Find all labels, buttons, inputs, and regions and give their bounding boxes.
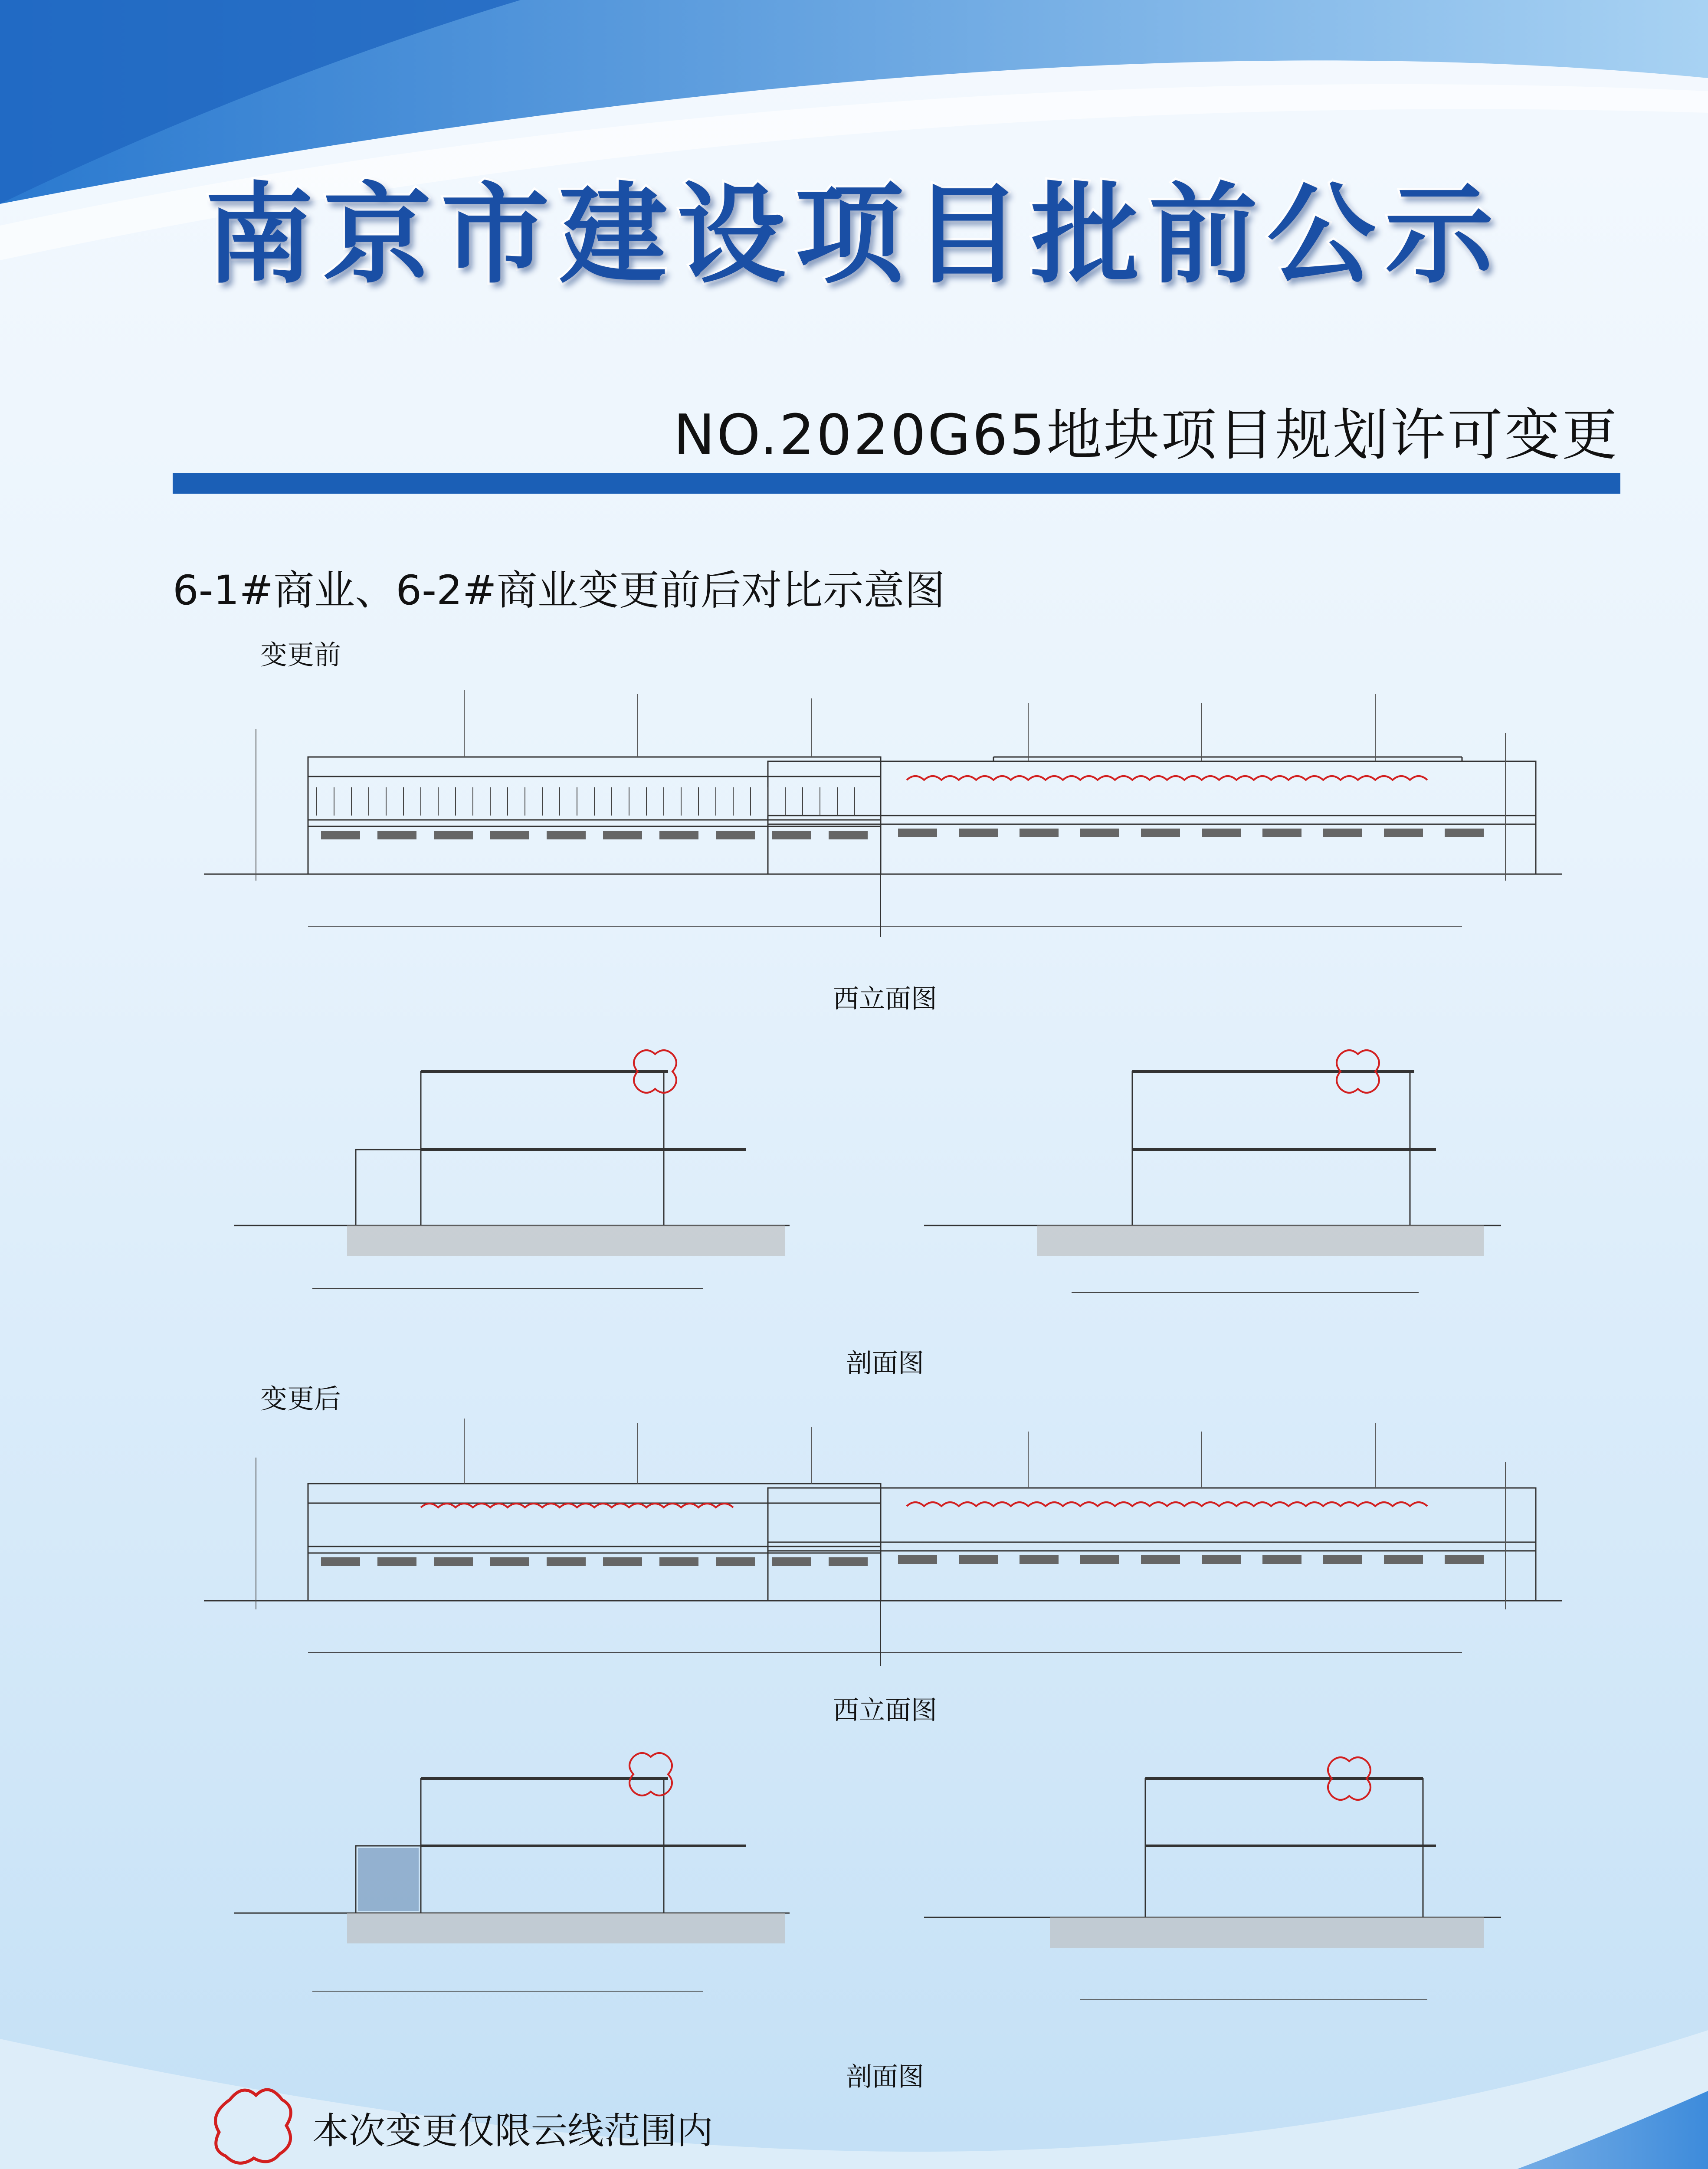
after-section-caption: 剖面图 [846, 2062, 924, 2092]
revision-cloud-icon [213, 2082, 299, 2165]
section-title: 6-1#商业、6-2#商业变更前后对比示意图 [173, 567, 945, 614]
after-elevation-caption: 西立面图 [833, 1695, 937, 1726]
legend-text: 本次变更仅限云线范围内 [312, 2110, 714, 2152]
before-west-elevation-drawing [204, 677, 1562, 959]
title-divider-bar [173, 473, 1620, 494]
legend-note [310, 2166, 475, 2169]
before-section-caption: 剖面图 [846, 1348, 924, 1379]
before-section-drawing-right [924, 1028, 1501, 1306]
after-label: 变更后 [260, 1383, 341, 1415]
after-section-drawing-right [924, 1731, 1501, 2026]
before-elevation-caption: 西立面图 [833, 984, 937, 1014]
before-section-drawing-left [234, 1028, 790, 1306]
after-west-elevation-drawing [204, 1410, 1562, 1692]
before-label: 变更前 [260, 639, 341, 671]
project-subtitle: NO.2020G65地块项目规划许可变更 [673, 403, 1619, 468]
after-section-drawing-left [234, 1731, 790, 2026]
page-title: 南京市建设项目批前公示 [205, 170, 1503, 298]
